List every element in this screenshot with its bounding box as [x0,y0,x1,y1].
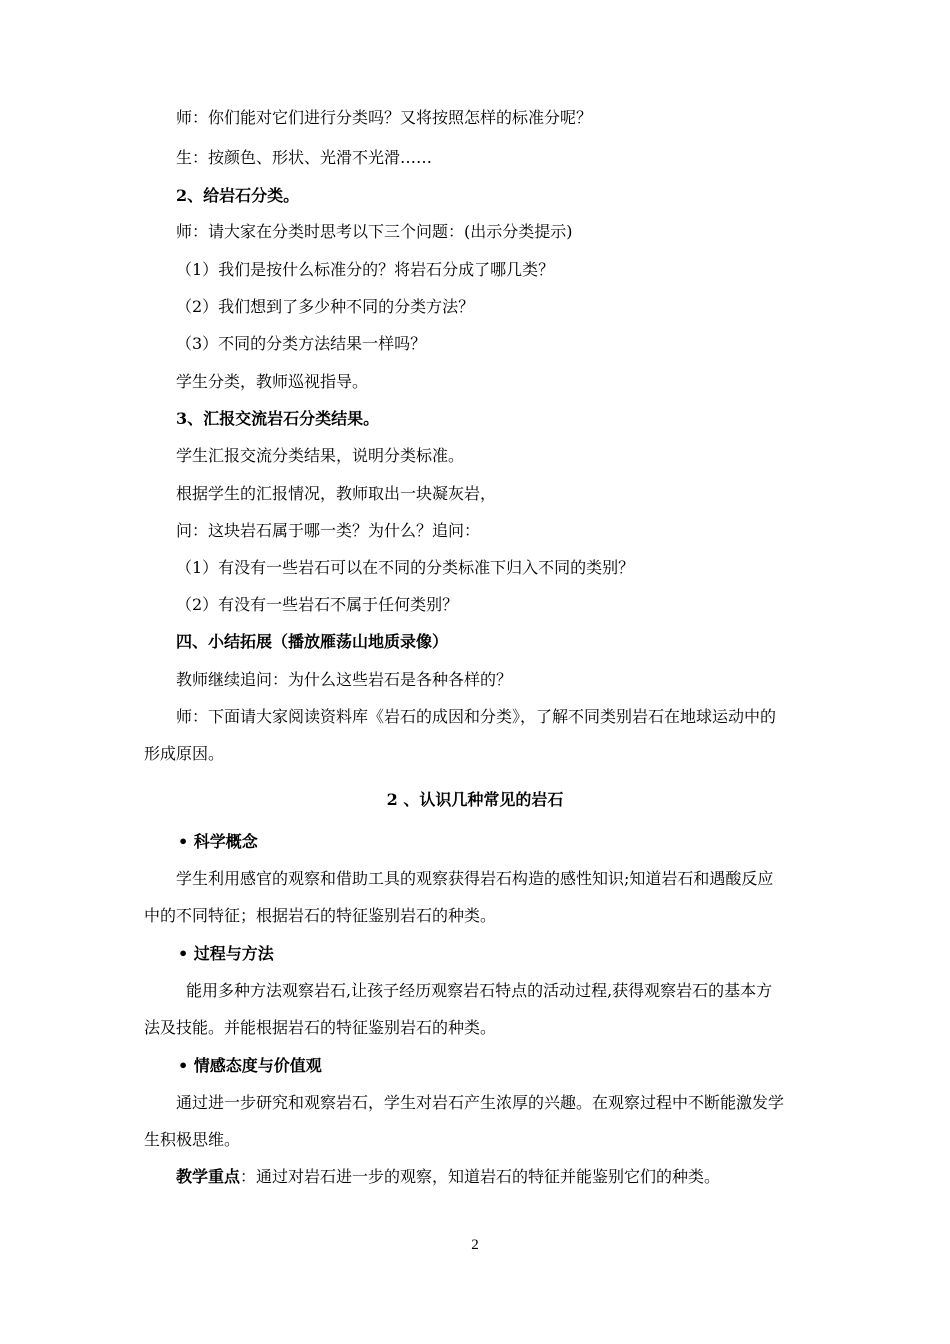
list-item: （2）有没有一些岩石不属于任何类别？ [176,595,459,614]
list-item: （1）有没有一些岩石可以在不同的分类标准下归入不同的类别？ [176,558,635,577]
text-line: 通过进一步研究和观察岩石，学生对岩石产生浓厚的兴趣。在观察过程中不断能激发学 [176,1093,785,1112]
objective-heading: • 情感态度与价值观 [178,1056,322,1075]
lesson-title: 2 、认识几种常见的岩石 [386,790,564,809]
objective-heading: • 科学概念 [178,832,258,851]
key-point [176,1167,720,1187]
text-line: 教师继续追问：为什么这些岩石是各种各样的？ [176,670,513,689]
text-line: 生积极思维。 [144,1130,241,1149]
list-item: （1）我们是按什么标准分的？将岩石分成了哪几类？ [176,260,555,279]
text-line: 能用多种方法观察岩石,让孩子经历观察岩石特点的活动过程,获得观察岩石的基本方 [186,981,773,1000]
text-line: 师：下面请大家阅读资料库《岩石的成因和分类》，了解不同类别岩石在地球运动中的 [176,707,777,726]
list-item: （2）我们想到了多少种不同的分类方法？ [176,297,475,316]
text-line: 学生利用感官的观察和借助工具的观察获得岩石构造的感性知识;知道岩石和遇酸反应 [176,869,774,888]
text-line: 问：这块岩石属于哪一类？为什么？追问： [176,521,481,540]
text-line: 法及技能。并能根据岩石的特征鉴别岩石的种类。 [144,1018,497,1037]
text-line: 根据学生的汇报情况，教师取出一块凝灰岩， [176,484,497,503]
text-line: 学生汇报交流分类结果，说明分类标准。 [176,446,465,465]
text-line: 师：请大家在分类时思考以下三个问题：(出示分类提示) [176,222,573,241]
key-point-label: 教学重点 [176,1167,241,1186]
key-point-text: ：通过对岩石进一步的观察，知道岩石的特征并能鉴别它们的种类。 [240,1167,721,1186]
text-line: 生：按颜色、形状、光滑不光滑…… [176,148,433,167]
text-line: 形成原因。 [144,744,225,763]
section-heading: 2、给岩石分类。 [176,186,300,205]
section-heading: 四、小结拓展（播放雁荡山地质录像） [176,632,449,651]
page-number: 2 [471,1237,479,1253]
section-heading: 3、汇报交流岩石分类结果。 [176,409,380,428]
objective-heading: • 过程与方法 [178,944,274,963]
text-line: 学生分类，教师巡视指导。 [176,372,369,391]
text-line: 师：你们能对它们进行分类吗？又将按照怎样的标准分呢？ [176,108,593,127]
text-line: 中的不同特征；根据岩石的特征鉴别岩石的种类。 [144,906,497,925]
list-item: （3）不同的分类方法结果一样吗？ [176,334,427,353]
